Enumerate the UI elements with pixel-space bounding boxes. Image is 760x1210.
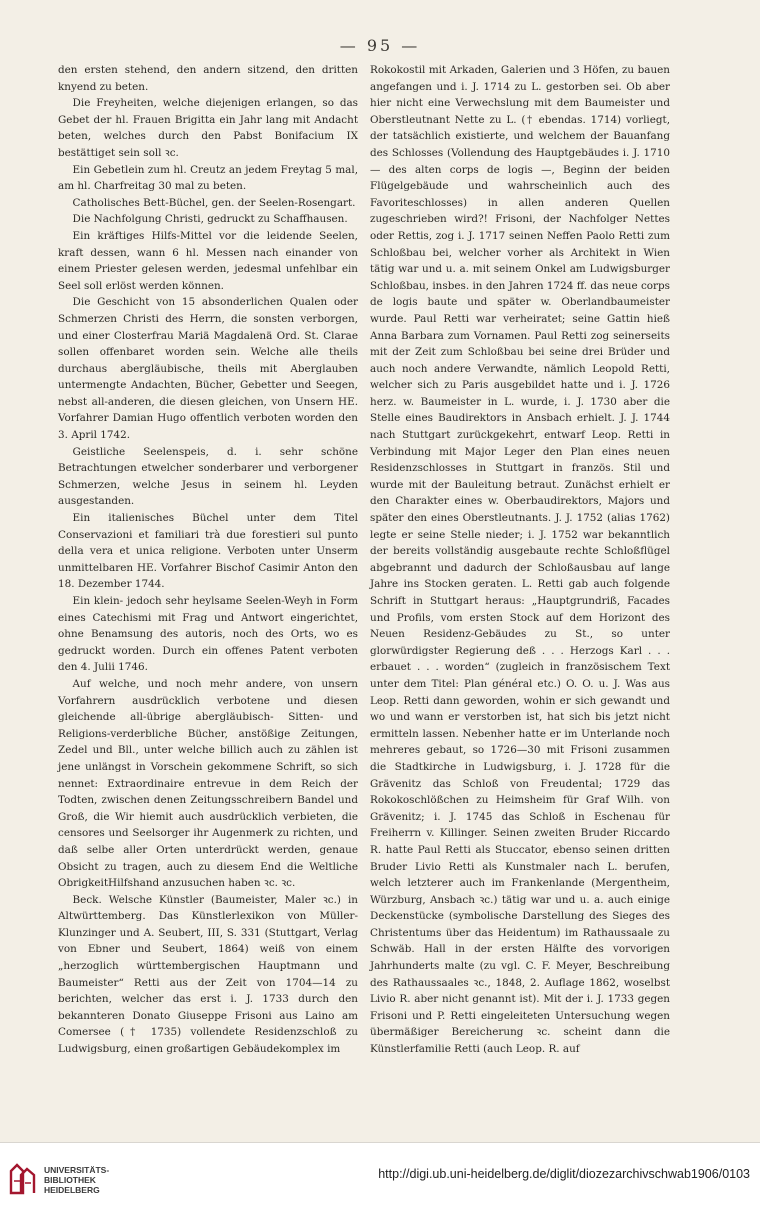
permalink-url[interactable]: http://digi.ub.uni-heidelberg.de/diglit/diozezarchivschwab1906/0103: [378, 1167, 750, 1181]
library-name-line: BIBLIOTHEK: [44, 1175, 96, 1185]
right-column: [370, 62, 670, 1058]
paragraph: Die Nachfolgung Christi, gedruckt zu Schaffhausen.: [72, 213, 348, 226]
paragraph: Die Freyheiten, welche diejenigen erlangen, so das Gebet der hl. Frauen Brigitta ein Jahr lang mit Andacht beten, welches durch den Pabst Bonifacium IX bestättiget sein soll ꝛc.: [58, 97, 358, 159]
paragraph: Catholisches Bett-Büchel, gen. der Seelen-Rosengart.: [72, 196, 356, 209]
left-column: [58, 62, 358, 1058]
paragraph: Ein italienisches Büchel unter dem Titel Conservazioni et familiari trà due forestieri sul punto della vera et unica religione. Verboten unter Unserm unmittelbaren HE. Vorfahrer Bischof Casimir Anton den 18. Dezember 1744.: [58, 512, 358, 591]
library-name-line: HEIDELBERG: [44, 1185, 100, 1195]
page-number: — 95 —: [339, 36, 421, 55]
library-name: [44, 1165, 109, 1195]
paragraph: Beck. Welsche Künstler (Baumeister, Maler ꝛc.) in Altwürttemberg. Das Künstlerlexikon von Müller-Klunzinger und A. Seubert, III, S. 331 (Stuttgart, Verlag von Ebner und Seubert, 1864) weiß von einem „herzoglich württembergischen Hauptmann und Baumeister“ Retti aus der Zeit von 1704—14 zu berichten, welcher das erst i. J. 1733 durch den bekannteren Donato Giuseppe Frisoni aus Laino am Comersee († 1735) vollendete Residenzschloß zu Ludwigsburg, einen großartigen Gebäudekomplex im: [58, 893, 358, 1056]
paragraph: Ein Gebetlein zum hl. Creutz an jedem Freytag 5 mal, am hl. Charfreitag 30 mal zu beten.: [58, 163, 358, 193]
paragraph: Ein klein- jedoch sehr heylsame Seelen-Weyh in Form eines Catechismi mit Frag und Antwort eingerichtet, ohne Benamsung des autoris, noch des Orts, wo es gedruckt worden. Durch ein offenes Patent verboten den 4. Julii 1746.: [58, 595, 358, 674]
library-name-line: UNIVERSITÄTS-: [44, 1165, 110, 1175]
university-library-logo-icon: [8, 1161, 38, 1195]
paragraph: Ein kräftiges Hilfs-Mittel vor die leidende Seelen, kraft dessen, wann 6 hl. Messen nach einander von einem Priester gelesen werden, jedesmal unfehlbar ein Seel soll erlöst werden können.: [58, 229, 358, 292]
paragraph: Die Geschicht von 15 absonderlichen Qualen oder Schmerzen Christi des Herrn, die sonsten verborgen, und einer Closterfrau Mariä Magdalenä Ord. St. Clarae sollen offenbaret worden sein. Welche alle theils durchaus abergläubische, theils mit Aberglauben untermengte Andachten, Bücher, Gebetter und Seegen, nebst all-anderen, die diesen gleichen, von Unsern HE. Vorfahrer Damian Hugo offentlich verboten worden den 3. April 1742.: [58, 296, 358, 442]
paragraph: Rokokostil mit Arkaden, Galerien und 3 Höfen, zu bauen angefangen und i. J. 1714 zu L. gestorben sei. Ob aber hier nicht eine Verwechslung mit dem Baumeister und Oberstleutnant Nette zu L. († ebendas. 1714) vorliegt, der tatsächlich existierte, und welchem der Bauanfang des Schlosses (Vollendung des Hauptgebäudes i. J. 1710 — des alten corps de logis —, Beginn der beiden Flügelgebäude und wahrscheinlich auch des Favoriteschlosses) in allen anderen Quellen zugeschrieben wird?! Frisoni, der Nachfolger Nettes oder Rettis, zog i. J. 1717 seinen Neffen Paolo Retti zum Schloßbau bei, welcher vorher als Architekt in Wien tätig war und u. a. mit seinem Onkel am Ludwigsburger Schloßbau, insbes. in den Jahren 1724 ff. das neue corps de logis baute und später w. Oberlandbaumeister wurde. Paul Retti war verheiratet; seine Gattin hieß Anna Barbara zum Vornamen. Paul Retti zog seinerseits mit der Zeit zum Schloßbau bei seine drei Brüder und auch noch andere Verwandte, nämlich Leopold Retti, welcher sich zu Paris ausgebildet hatte und i. J. 1726 herz. w. Baumeister in L. wurde, i. J. 1730 aber die Stelle eines Baudirektors in Ansbach erhielt. J. J. 1744 nach Stuttgart zurückgekehrt, entwarf Leop. Retti in Verbindung mit Major Leger den Plan eines neuen Residenzschlosses in Stuttgart in französ. Stil und wurde mit der Bauleitung betraut. Zunächst erhielt er den Charakter eines w. Oberbaudirektors, Majors und später den eines Oberstleutnants. J. J. 1752 (alias 1762) legte er seine Stelle nieder; i. J. 1752 war bekanntlich der bereits vollständig ausgebaute rechte Schloßflügel abgebrannt und dadurch der Schloßausbau auf lange Jahre ins Stocken geraten. L. Retti gab auch folgende Schrift in Stuttgart heraus: „Hauptgrundriß, Facades und Profils, vom ersten Stock auf dem Horizont des Neuen Residenz-Gebäudes zu St., so unter glorwürdigster Regierung deß . . . Herzogs Karl . . . erbauet . . . worden“ (zugleich in französischem Text unter dem Titel: Plan général etc.) O. O. u. J. Was aus Leop. Retti dann geworden, wohin er sich gewandt und wo und wann er verstorben ist, hat sich bis jetzt nicht ermitteln lassen. Nebenher hatte er im Unterlande noch mehreres gebaut, so 1726—30 mit Frisoni zusammen die Stadtkirche in Ludwigsburg, i. J. 1728 für die Grävenitz das Schloß von Freudental; 1729 das Rokokoschlößchen zu Heimsheim für Graf Wilh. von Grävenitz; i. J. 1745 das Schloß in Eschenau für Freiherrn v. Killinger. Seinen zweiten Bruder Riccardo R. hatte Paul Retti als Stuccator, ebenso seinen dritten Bruder Livio Retti als Kunstmaler nach L. berufen, welch letzterer auch im Frankenlande (Mergentheim, Würzburg, Ansbach ꝛc.) tätig war und u. a. auch einige Deckenstücke (symbolische Darstellung des Sieges des Christentums über das Heidentum) im Rathaussaale zu Schwäb. Hall in der ersten Hälfte des vorvorigen Jahrhunderts malte (zu vgl. C. F. Meyer, Beschreibung des Rathaussaales ꝛc., 1848, 2. Auflage 1862, woselbst Livio R. aber nicht genannt ist). Mit der i. J. 1733 gegen Frisoni und P. Retti eingeleiteten Untersuchung wegen übermäßiger Bereicherung ꝛc. scheint dann die Künstlerfamilie Retti (auch Leop. R. auf: [370, 64, 670, 1056]
paragraph: Auf welche, und noch mehr andere, von unsern Vorfahrern ausdrücklich verbotene und diesen gleichende all-übrige abergläubisch- Sitten- und Religions-verderbliche Bücher, anstößige Zeitungen, Zedel und Bll., unter welche billich auch zu zählen ist jene unlängst in Vorschein gekommene Schrift, so sich nennet: Extraordinaire entrevue in dem Reich der Todten, zwischen denen Zeitungsschreibern Bandel und Groß, die Wir hiemit auch ausdrücklich verbieten, die censores und Seelsorger ihr Augenmerk zu richten, und daß selbe aller Orten unterdrückt werden, genaue Obsicht zu tragen, auch zu diesem End die Weltliche ObrigkeitHilfshand anzusuchen haben ꝛc. ꝛc.: [58, 677, 358, 890]
paragraph: Geistliche Seelenspeis, d. i. sehr schöne Betrachtungen etwelcher sonderbarer und verborgener Schmerzen, welche Jesus in seinem hl. Leyden ausgestanden.: [58, 445, 358, 508]
paragraph: den ersten stehend, den andern sitzend, den dritten knyend zu beten.: [58, 64, 358, 93]
viewer-footer: [0, 1142, 760, 1210]
